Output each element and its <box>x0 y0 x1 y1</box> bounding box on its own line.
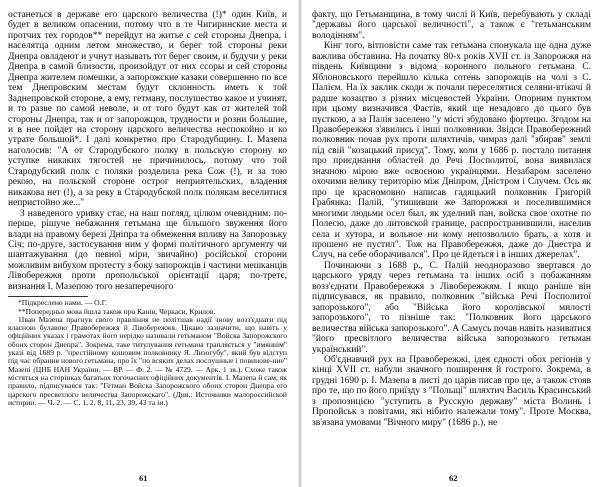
footnote-1: *Підкреслено нами. — О.Г. <box>18 298 107 308</box>
footnote-3: 1Іван Мазепа прагнув свого правління не політшав надії знову возз'єднати під власною булавою Правобережжя й Лівобережжя. Цікаво зазначити, що навіть у офіційних указах і грамотах його нерідко називали гетьманом "Войска Запорожского обоих сторон Днепра". Зокрема, таке титулування гетьмана трапляється у "имяннім" указі від 1689 р. "престійному кошовим полковнику Я. Лизогубу", який був відступ під час обрання нового гетьмана, про їх "по всяких делах послушные і повинове-ние" Мазепі (ЦНБ НАН України. — ВР. — Ф. 2. — № 4729. — Арк. 1 зв.). Схоже також містяться на сторінках багатьох тогочасних офіційних документів. І. Мазепа й сам, як правило, підписувався так: "Гетман Войска Запорожского обоих сторон Днепра его царского пресветлого величества Запорожскаго". (Див.: Источники малороссийской истории. — Ч. 2. — С. 1, 2, 8, 11, 23, 39, 43 та ін.) <box>8 314 287 407</box>
right-page <box>312 10 591 465</box>
right-page-number: 62 <box>449 473 458 483</box>
footnote-rule <box>8 296 88 297</box>
left-page <box>8 10 287 465</box>
right-paragraph-4: Об'єднавчий рух на Правобережжі, ідея єдності обох регіонів у кінці XVII ст. набули значного поширення й гострого. Зокрема, в грудні 1690 р. І. Мазепа в листі до царів писав про це, а також стояв про те, що по його приїзду з "Польщі" шляхтич Василь Красинський з пропозицією "уступить в Русскую державу" міста Волинь і Пропойськ з повітами, які нібито належали тому". Проте Москва, зв'язана умовами "Вічного миру" (1686 р.), не <box>312 354 591 428</box>
book-spine <box>298 0 302 487</box>
right-paragraph-3: Починаючи з 1688 р., С. Палій неодноразово звертався до царського уряду через гетьмана та інших осіб з побажанням возз'єднати Правобережжя з Лівобережжям. І якщо раніше він підписувався, як правило, полковник "війська Речі Посполитої запорозького", або "Війська його королівської милості запорозького", то пізніше так: "Полковник його царського величества війська запорозького". А Самусь почав навіть називатися "його пресвітлого величества війська запорозького гетьман український". <box>312 260 591 355</box>
left-paragraph-1: останеться в державе его царского величества (!)* один Київ, и будет в великом опасении, потому что в те Чигиринские места и протчих тех городов** перейдут на житье с сей стороны Днепра, і населятца одним летом множество, и берег той стороны реки Днепра овладеют и учнут называть тот берег своим, и будучи у реки Днепра в самой близости, произойдут от них ссоры и сей стороны Днепра жителем помешки, а запорожские казаки совершенно по все тем Днепровским местам будут склонность иметь к той Заднепровской стороне, а ему, гетману, послушество какое и учинят, и то разве по самой неволе, и от того будут как от жителей той стороны Днепра, так и от запорожцов, трудности и розни большие, и в нее пойдет на сторону царского величества неспокойно и ко утрате большой*. І далі конкретно про Стародубщину. І. Мазепа наголосив: "А от Стародубского полку в польскую сторону ко уступке никаких тягостей не причинилось, потому что той Стародубский полк с поляки розделила река Сож (!), и за тою рекою, на польской стороне острог неприятельских, владения никакова нет (!), а за реку в Стародубской полк полякам веселитися непристойно же..." <box>8 10 287 209</box>
left-paragraph-2: З наведеного уривку стає, на наш погляд, цілком очевидним: по-перше, рішуче небажання гетьмана ще більшого звуження його влади на правому березі Дніпра та обмеження впливу на Запорозьку Січ; по-друге, застосування ним у формі політичного аргументу чи шантажування (до певної міри, звичайно) російської сторони можливим вибухом протесту з боку запорожців і частини мешканців Лівобережжя проти пропольської орієнтації царя; по-третє, визнання І. Мазепою того незаперечного <box>8 208 287 292</box>
right-paragraph-1: факту, що Гетьманщина, в тому числі й Київ, перебувають у складі "державы його царської величності", а також є "гетьманським володінням". <box>312 10 591 41</box>
footnote-2: **Попередньо мова йшла також про Канів, Черкаси, Крилов. <box>18 306 216 316</box>
left-page-number: 61 <box>139 473 148 483</box>
right-paragraph-2: Кінг того, вітповісти саме так гетьмана спонукала ще одна дуже важлива обставина. На початку 80-х років XVII ст. із Запорожжя на південь Київщини з відома коронного польного гетьмана С. Яблоновського перейшло кілька сотень запорожців на чолі з С. Палієм. На їх заклик скоди ж почали переселятися селяни-втікачі й радше козацтво з різних місцевостей України. Опорним пунктом при цьому визначився Фастів, який ще незадовго до цього був пусткою, а за Палія заселено "у місті збудовано фортецю. Згодом на Правобережжя з'явились і інші полковники. Звідси Правобережний полковник почав рух проти шляхтичів, чимраз далі "збирав" землі під свій "козацький присуд". Тому, коли у 1686 р. постало питання про приєднання областей до Речі Посполитої, вона виявилася значною мірою вже освоєною українцями. Незабаром заселено охочими велику територію між Дніпром, Дністром і Случем. Ось як про це красномовно написав гадяцький полковник Григорій Грабянка: Палій, "утишивши же Запорожжя и поселившимися многими людьми осел был, як уделний пан, войска свое охотне по Полесю, даже до литовской границе, распространившили, населив села и хутора, и вольное ни кому непозволило брать, а хотя и прошено не пустил". Тож на Правобережжя, даже до Днестра и Случ, на себе оборачивался". Про це йдеться і в інших джерелах". <box>312 41 591 261</box>
